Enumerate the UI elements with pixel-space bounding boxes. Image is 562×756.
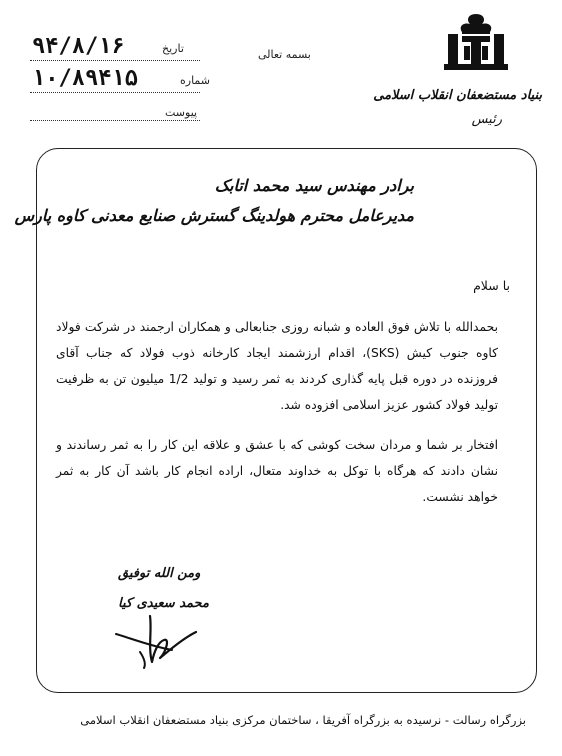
greeting: با سلام <box>473 278 510 293</box>
number-value: ۱۰/۸۹۴۱۵ <box>32 66 138 91</box>
date-label: تاریخ <box>162 42 184 55</box>
foundation-logo-icon <box>440 12 512 74</box>
date-underline <box>30 60 200 61</box>
attachment-label: پیوست <box>165 106 198 119</box>
organization-name: بنیاد مستضعفان انقلاب اسلامی <box>373 88 542 103</box>
footer-address: بزرگراه رسالت - نرسیده به بزرگراه آفریقا ، ساختمان مرکزی بنیاد مستضعفان انقلاب اسلامی <box>80 713 526 727</box>
office-title: رئیس <box>471 112 502 127</box>
attachment-underline <box>30 120 200 121</box>
date-value: ۹۴/۸/۱۶ <box>32 34 125 59</box>
recipient-line2: مدیرعامل محترم هولدینگ گسترش صنایع معدنی کاوه پارس <box>14 206 414 225</box>
paragraph-1: بحمدالله با تلاش فوق العاده و شبانه روزی جنابعالی و همکاران ارجمند در شرکت فولاد کاوه جنوب کیش (SKS)، اقدام ارزشمند ایجاد کارخانه ذوب فولاد که جناب آقای فروزنده در دوره قبل پایه گذاری کردند به ثمر رسید و تولید 1/2 میلیون تن به ظرفیت تولید فولاد کشور عزیز اسلامی افزوده شد. <box>56 320 498 412</box>
recipient-line1: برادر مهندس سید محمد اتابک <box>214 176 414 195</box>
bismillah: بسمه تعالی <box>258 48 311 61</box>
number-field <box>30 66 211 94</box>
paragraph-2: افتخار بر شما و مردان سخت کوشی که با عشق و علاقه این کار را به ثمر رساندند و نشان دادند که هرگاه با توکل به خداوند متعال، اراده انجام کار باشد آن کار به ثمر خواهد نشست. <box>56 438 498 504</box>
number-label: شماره <box>180 74 211 87</box>
date-field <box>30 34 200 60</box>
signer-name: محمد سعیدی کیا <box>118 596 209 611</box>
number-underline <box>30 92 200 93</box>
closing-phrase: ومن الله توفیق <box>118 566 201 581</box>
signature-icon <box>110 612 200 672</box>
